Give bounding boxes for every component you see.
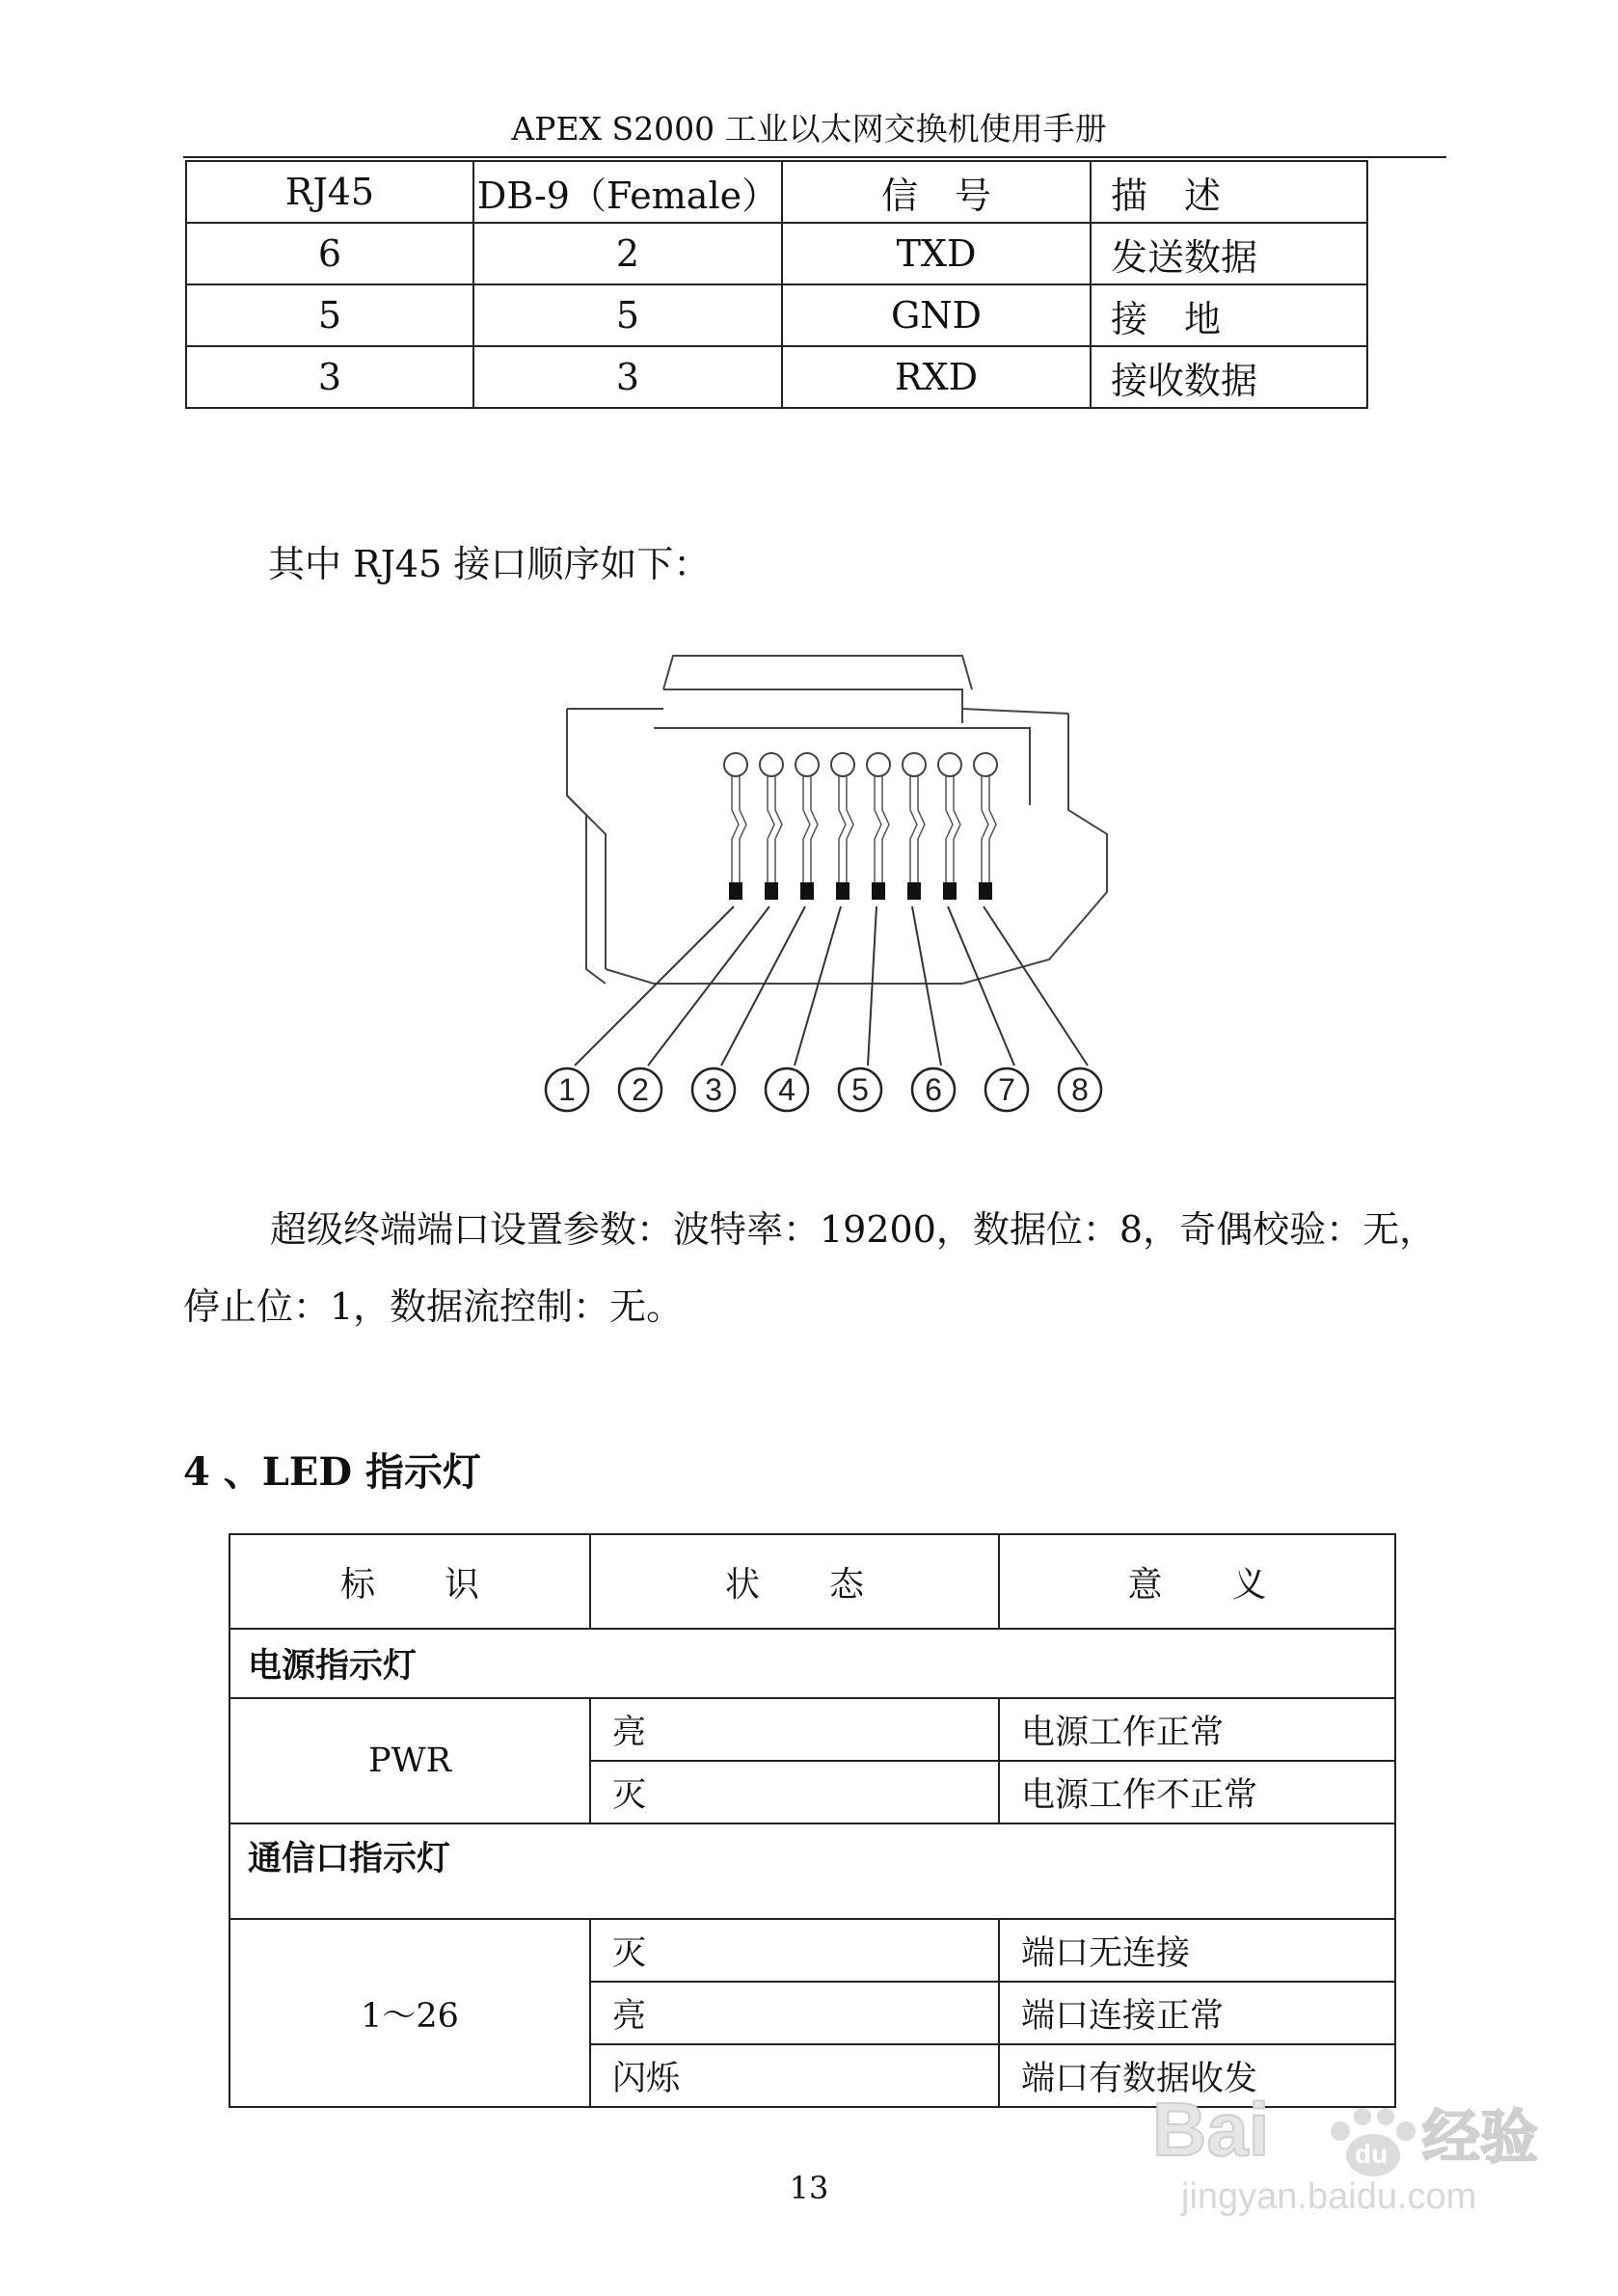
table-row	[186, 284, 1367, 346]
svg-text:经验: 经验	[1422, 2104, 1538, 2172]
group-row	[229, 1823, 1395, 1919]
cell: 端口有数据收发	[999, 2044, 1395, 2107]
col-id: 标 识	[229, 1534, 590, 1629]
pinout-header-row	[186, 161, 1367, 223]
svg-text:jingyan.baidu.com: jingyan.baidu.com	[1181, 2176, 1477, 2217]
pin-wire-8	[982, 776, 996, 882]
led-table	[229, 1533, 1396, 2108]
pin-label-6: 6	[925, 1072, 942, 1107]
led-id-ports: 1～26	[229, 1919, 590, 2107]
group-row	[229, 1629, 1395, 1698]
cell: 接 地	[1091, 284, 1367, 346]
group-title-power: 电源指示灯	[229, 1629, 1395, 1698]
table-row	[186, 223, 1367, 284]
cell: 接收数据	[1091, 346, 1367, 408]
pin-contact-6	[903, 753, 926, 776]
svg-text:du: du	[1355, 2139, 1389, 2169]
cell: 闪烁	[590, 2044, 999, 2107]
svg-text:Bai: Bai	[1152, 2088, 1270, 2172]
pinout-table	[185, 160, 1368, 409]
cell: 端口无连接	[999, 1919, 1395, 1982]
col-rj45: RJ45	[186, 161, 473, 223]
pin-label-1: 1	[558, 1072, 576, 1107]
pin-contact-2	[760, 753, 783, 776]
pin-leader-3	[721, 906, 805, 1066]
pin-labels	[546, 1068, 1101, 1111]
pin-wire-2	[768, 776, 782, 882]
group-title-comm: 通信口指示灯	[229, 1823, 1395, 1919]
pin-terminal-4	[836, 882, 849, 900]
pin-terminal-3	[800, 882, 814, 900]
cell: 5	[186, 284, 473, 346]
col-db9: DB-9（Female）	[473, 161, 782, 223]
pin-wire-3	[803, 776, 818, 882]
cell: 6	[186, 223, 473, 284]
pin-contact-1	[724, 753, 747, 776]
page-header: APEX S2000 工业以太网交换机使用手册	[511, 110, 1107, 148]
col-state: 状 态	[590, 1534, 999, 1629]
rj45-connector-diagram	[528, 641, 1155, 1143]
pin-contact-7	[938, 753, 961, 776]
pin-label-4: 4	[778, 1072, 796, 1107]
pin-leader-6	[912, 906, 941, 1066]
pin-label-7: 7	[998, 1072, 1015, 1107]
cell: 2	[473, 223, 782, 284]
cell: 灭	[590, 1919, 999, 1982]
col-meaning: 意 义	[999, 1534, 1395, 1629]
baidu-jingyan-watermark	[1152, 2088, 1557, 2232]
cell: TXD	[782, 223, 1091, 284]
cell: 亮	[590, 1982, 999, 2044]
pin-label-5: 5	[851, 1072, 869, 1107]
pin-label-2: 2	[632, 1072, 649, 1107]
table-row	[186, 346, 1367, 408]
pin-contact-3	[796, 753, 819, 776]
cell: 亮	[590, 1698, 999, 1761]
pin-wire-4	[839, 776, 853, 882]
cell: 电源工作不正常	[999, 1761, 1395, 1823]
pin-leader-4	[795, 906, 841, 1066]
table-row	[229, 1698, 1395, 1761]
section-heading-led: 4 、LED 指示灯	[183, 1449, 481, 1495]
led-header-row	[229, 1534, 1395, 1629]
header-rule	[183, 156, 1446, 158]
pin-wire-1	[732, 776, 746, 882]
pin-leader-7	[948, 906, 1014, 1066]
pin-terminal-6	[907, 882, 921, 900]
pin-terminal-8	[979, 882, 992, 900]
rj45-order-caption: 其中 RJ45 接口顺序如下：	[268, 543, 711, 585]
pin-label-3: 3	[705, 1072, 722, 1107]
connector-pins	[575, 753, 1088, 1066]
cell: 3	[186, 346, 473, 408]
cell: 端口连接正常	[999, 1982, 1395, 2044]
pin-leader-5	[868, 906, 876, 1066]
terminal-settings-paragraph: 超级终端端口设置参数：波特率：19200，数据位：8，奇偶校验：无，停止位：1，数据流控制：无。	[183, 1208, 1437, 1328]
pin-wire-7	[946, 776, 960, 882]
col-desc: 描 述	[1091, 161, 1367, 223]
cell: 发送数据	[1091, 223, 1367, 284]
cell: RXD	[782, 346, 1091, 408]
led-id-pwr: PWR	[229, 1698, 590, 1823]
pin-terminal-5	[872, 882, 885, 900]
pin-contact-5	[867, 753, 890, 776]
cell: 5	[473, 284, 782, 346]
col-signal: 信 号	[782, 161, 1091, 223]
pin-terminal-2	[765, 882, 778, 900]
pin-wire-5	[875, 776, 889, 882]
cell: 灭	[590, 1761, 999, 1823]
pin-leader-8	[984, 906, 1088, 1066]
page-number: 13	[789, 2170, 829, 2206]
pin-terminal-1	[729, 882, 742, 900]
pin-wire-6	[910, 776, 925, 882]
pin-terminal-7	[943, 882, 957, 900]
pin-contact-4	[831, 753, 854, 776]
cell: 电源工作正常	[999, 1698, 1395, 1761]
pin-contact-8	[974, 753, 997, 776]
pin-label-8: 8	[1071, 1072, 1089, 1107]
cell: GND	[782, 284, 1091, 346]
cell: 3	[473, 346, 782, 408]
table-row	[229, 1919, 1395, 1982]
